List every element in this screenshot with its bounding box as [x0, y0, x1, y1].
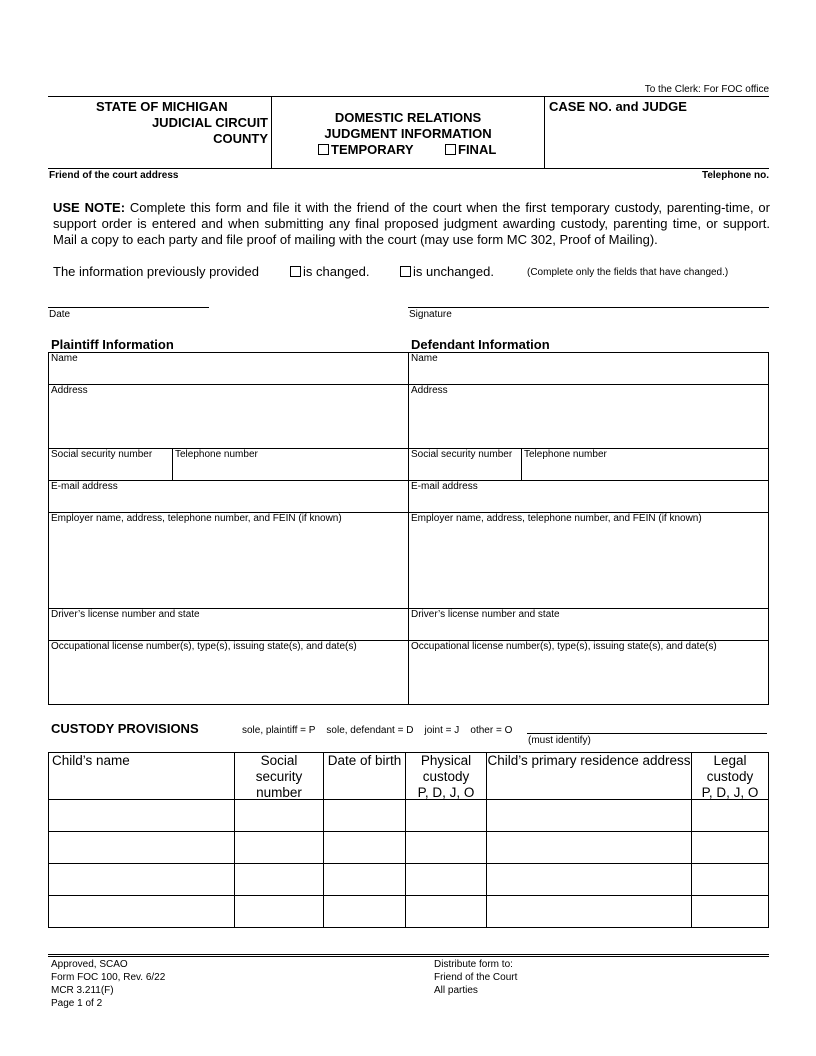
signature-line	[408, 307, 769, 308]
unchanged-label: is unchanged.	[413, 264, 494, 279]
child-ssn-cell[interactable]	[234, 863, 324, 896]
final-label: FINAL	[458, 142, 497, 157]
child-physical-cell[interactable]	[405, 831, 487, 864]
child-legal-cell[interactable]	[691, 799, 769, 832]
plaintiff-phone-label: Telephone number	[175, 449, 258, 460]
temporary-checkbox[interactable]	[318, 144, 329, 155]
foc-address-label: Friend of the court address	[49, 170, 179, 181]
footer-form-number: Form FOC 100, Rev. 6/22	[51, 972, 166, 983]
col-ssn-line1: Social	[260, 753, 298, 768]
footer-approved: Approved, SCAO	[51, 959, 128, 970]
plaintiff-occupational-field[interactable]	[48, 640, 409, 705]
col-ssn-line2: security	[255, 769, 303, 784]
unchanged-checkbox[interactable]	[400, 266, 411, 277]
child-ssn-cell[interactable]	[234, 895, 324, 928]
col-child-name	[48, 752, 235, 800]
unchanged-option[interactable]	[400, 264, 494, 279]
col-child-name-label: Child’s name	[52, 753, 130, 768]
date-label: Date	[49, 309, 71, 320]
footer-foc: Friend of the Court	[434, 972, 518, 983]
changed-checkbox[interactable]	[290, 266, 301, 277]
child-physical-cell[interactable]	[405, 863, 487, 896]
changed-option[interactable]	[290, 264, 370, 279]
court-state: STATE OF MICHIGAN	[96, 99, 228, 114]
form-title-line1: DOMESTIC RELATIONS	[334, 110, 482, 125]
col-physical-line1: Physical	[420, 753, 472, 768]
defendant-address-label: Address	[411, 385, 448, 396]
col-ssn-line3: number	[256, 785, 302, 800]
header-top-rule	[48, 96, 769, 97]
defendant-name-label: Name	[411, 353, 438, 364]
plaintiff-ssn-label: Social security number	[51, 449, 153, 460]
signature-label: Signature	[409, 309, 452, 320]
child-residence-cell[interactable]	[486, 831, 692, 864]
defendant-employer-label: Employer name, address, telephone number, and FEIN (if known)	[411, 513, 702, 524]
clerk-note: To the Clerk: For FOC office	[644, 84, 769, 95]
col-legal-line2: custody	[706, 769, 754, 784]
defendant-name-field[interactable]	[408, 352, 769, 385]
child-ssn-cell[interactable]	[234, 799, 324, 832]
defendant-email-label: E-mail address	[411, 481, 478, 492]
plaintiff-name-field[interactable]	[48, 352, 409, 385]
col-physical-line2: custody	[422, 769, 470, 784]
plaintiff-email-field[interactable]	[48, 480, 409, 513]
use-note	[53, 200, 770, 248]
defendant-license-label: Driver’s license number and state	[411, 609, 560, 620]
defendant-email-field[interactable]	[408, 480, 769, 513]
child-physical-cell[interactable]	[405, 799, 487, 832]
child-residence-cell[interactable]	[486, 799, 692, 832]
changed-label: is changed.	[303, 264, 370, 279]
date-line	[48, 307, 209, 308]
defendant-occupational-label: Occupational license number(s), type(s), issuing state(s), and date(s)	[411, 641, 717, 652]
footer-parties: All parties	[434, 985, 478, 996]
col-legal-line3: P, D, J, O	[701, 785, 759, 800]
plaintiff-ssn-field[interactable]	[48, 448, 173, 481]
col-residence-label: Child’s primary residence address	[487, 753, 691, 768]
temporary-label: TEMPORARY	[331, 142, 414, 157]
signature-input[interactable]	[408, 292, 769, 307]
use-note-lead: USE NOTE:	[53, 200, 126, 215]
date-input[interactable]	[48, 292, 209, 307]
temporary-option[interactable]	[318, 142, 414, 157]
child-residence-cell[interactable]	[486, 863, 692, 896]
plaintiff-occupational-label: Occupational license number(s), type(s), issuing state(s), and date(s)	[51, 641, 357, 652]
col-physical	[405, 752, 487, 800]
col-dob-label: Date of birth	[327, 753, 402, 768]
col-ssn	[234, 752, 324, 800]
plaintiff-employer-label: Employer name, address, telephone number, and FEIN (if known)	[51, 513, 342, 524]
plaintiff-name-label: Name	[51, 353, 78, 364]
footer-left	[51, 958, 165, 1010]
plaintiff-heading: Plaintiff Information	[51, 337, 174, 352]
final-option[interactable]	[445, 142, 496, 157]
court-county: COUNTY	[213, 131, 268, 146]
child-residence-cell[interactable]	[486, 895, 692, 928]
child-name-cell[interactable]	[48, 831, 235, 864]
plaintiff-phone-field[interactable]	[172, 448, 409, 481]
final-checkbox[interactable]	[445, 144, 456, 155]
defendant-phone-field[interactable]	[521, 448, 769, 481]
defendant-occupational-field[interactable]	[408, 640, 769, 705]
child-legal-cell[interactable]	[691, 863, 769, 896]
header-bottom-rule	[48, 168, 769, 169]
defendant-ssn-label: Social security number	[411, 449, 513, 460]
telephone-label: Telephone no.	[701, 170, 769, 181]
defendant-address-field[interactable]	[408, 384, 769, 449]
col-legal-line1: Legal	[713, 753, 747, 768]
plaintiff-employer-field[interactable]	[48, 512, 409, 609]
col-residence	[486, 752, 692, 800]
child-dob-cell[interactable]	[323, 895, 406, 928]
footer-distribute: Distribute form to:	[434, 959, 513, 970]
info-status-prefix: The information previously provided	[53, 264, 259, 279]
info-status-note: (Complete only the fields that have changed.)	[527, 267, 729, 278]
custody-heading: CUSTODY PROVISIONS	[51, 721, 199, 736]
footer-page: Page 1 of 2	[51, 998, 103, 1009]
plaintiff-email-label: E-mail address	[51, 481, 118, 492]
child-ssn-cell[interactable]	[234, 831, 324, 864]
col-dob	[323, 752, 406, 800]
other-input[interactable]	[527, 720, 767, 733]
defendant-employer-field[interactable]	[408, 512, 769, 609]
plaintiff-address-label: Address	[51, 385, 88, 396]
col-legal	[691, 752, 769, 800]
form-title-line2: JUDGMENT INFORMATION	[324, 126, 492, 141]
child-legal-cell[interactable]	[691, 895, 769, 928]
defendant-phone-label: Telephone number	[524, 449, 607, 460]
child-dob-cell[interactable]	[323, 831, 406, 864]
child-physical-cell[interactable]	[405, 895, 487, 928]
child-name-cell[interactable]	[48, 895, 235, 928]
use-note-text: Complete this form and file it with the friend of the court when the first temporary custody, parenting-time, or support order is entered and when submitting any final proposed judgment awarding custody, parenting time, or support. Mail a copy to each party and file proof of mailing with the court (may use form MC 302, Proof of Mailing).	[53, 200, 770, 247]
footer-rule-2	[48, 956, 769, 957]
child-dob-cell[interactable]	[323, 799, 406, 832]
footer-right	[434, 958, 517, 997]
plaintiff-address-field[interactable]	[48, 384, 409, 449]
footer-rule-1	[48, 954, 769, 955]
footer-mcr: MCR 3.211(F)	[51, 985, 114, 996]
must-identify-note: (must identify)	[528, 735, 591, 746]
defendant-heading: Defendant Information	[411, 337, 550, 352]
child-name-cell[interactable]	[48, 863, 235, 896]
custody-legend: sole, plaintiff = P sole, defendant = D joint = J other = O	[242, 725, 513, 736]
defendant-license-field[interactable]	[408, 608, 769, 641]
case-input[interactable]	[548, 116, 766, 164]
col-physical-line3: P, D, J, O	[417, 785, 475, 800]
child-legal-cell[interactable]	[691, 831, 769, 864]
court-circuit: JUDICIAL CIRCUIT	[151, 115, 268, 130]
plaintiff-license-field[interactable]	[48, 608, 409, 641]
header-divider-2	[544, 96, 545, 169]
child-name-cell[interactable]	[48, 799, 235, 832]
defendant-ssn-field[interactable]	[408, 448, 522, 481]
other-line	[527, 733, 767, 734]
case-label: CASE NO. and JUDGE	[549, 99, 687, 114]
plaintiff-license-label: Driver’s license number and state	[51, 609, 200, 620]
child-dob-cell[interactable]	[323, 863, 406, 896]
